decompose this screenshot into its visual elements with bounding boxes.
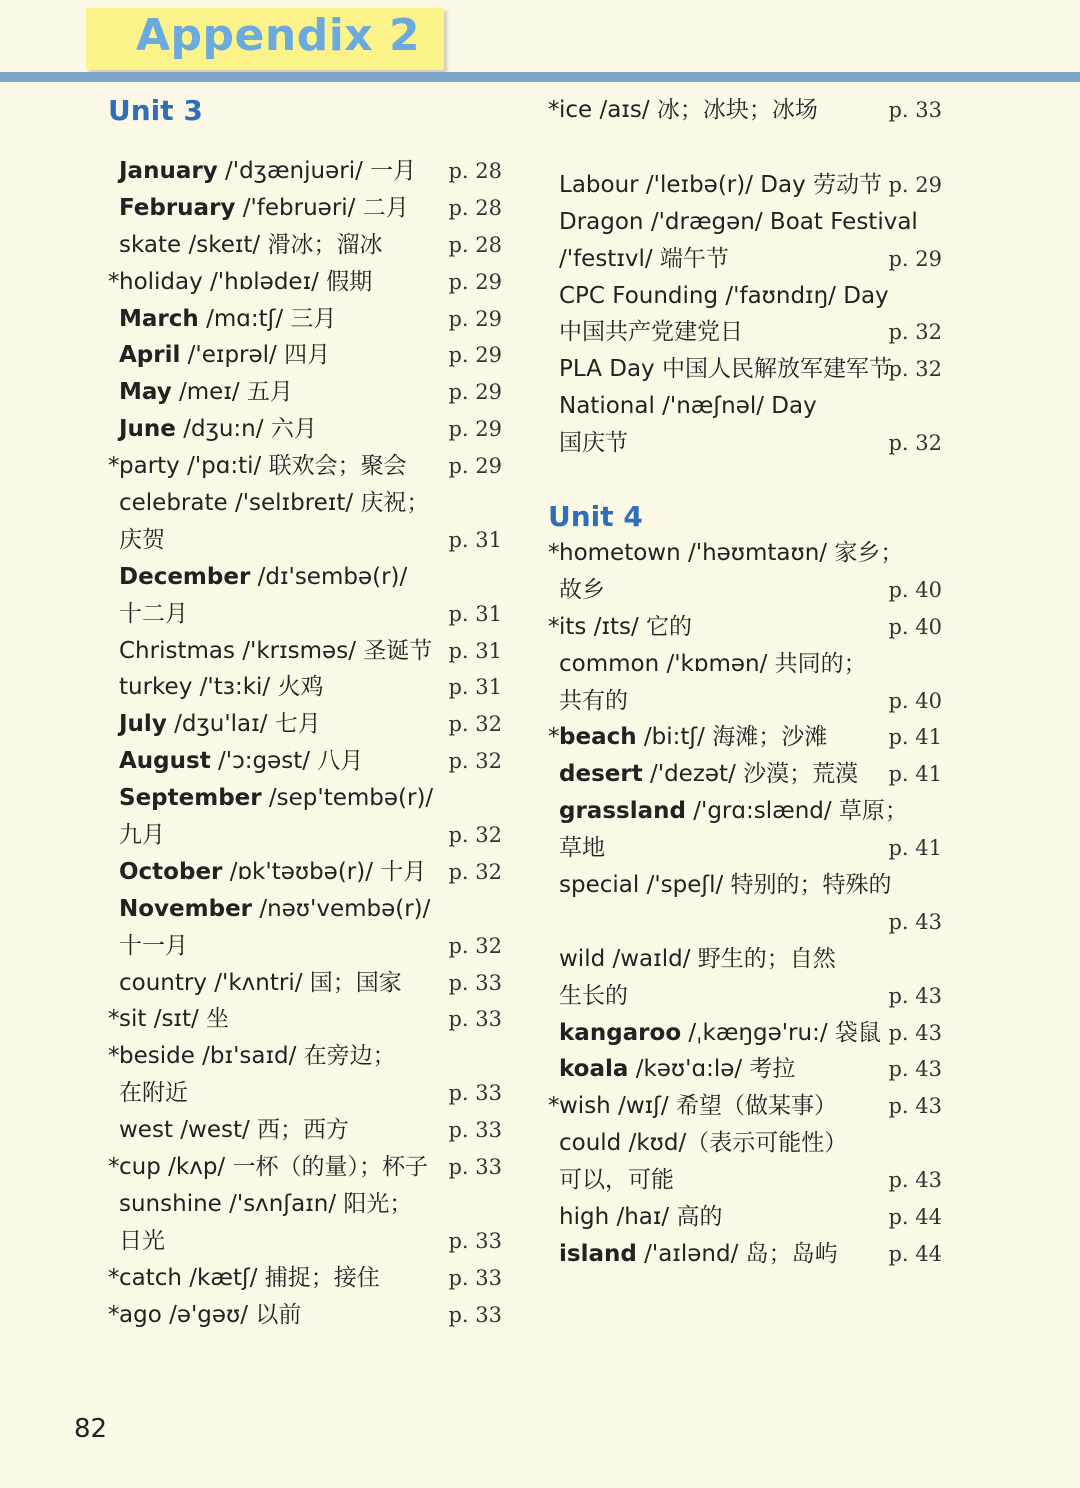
vocab-text: skate /skeɪt/ 滑冰；溜冰 [119,231,383,258]
page-reference: p. 31 [448,638,502,663]
vocab-line [108,374,508,411]
vocab-line [548,1199,948,1236]
vocab-line [548,978,948,1015]
vocab-line [108,633,508,670]
star-marker: * [548,724,560,751]
page-reference: p. 29 [888,172,942,197]
vocab-text: November /nəʊ'vembə(r)/ [119,895,431,922]
vocab-text: hometown /'həʊmtaʊn/ 家乡； [559,540,904,567]
vocab-text: 日光 [119,1227,165,1254]
page-reference: p. 29 [448,269,502,294]
vocab-text: National /'næʃnəl/ Day [559,393,817,420]
vocab-text: June /dʒu:n/ 六月 [119,416,317,443]
vocab-text: February /'februəri/ 二月 [119,194,409,221]
vocab-text: sit /sɪt/ 坐 [119,1006,230,1033]
vocab-text: 中国共产党建党日 [559,319,743,346]
vocab-line [108,1149,508,1186]
star-marker: * [108,453,120,480]
vocab-text: 共有的 [559,687,628,714]
vocab-line [108,448,508,485]
page-reference: p. 33 [448,1155,502,1180]
vocab-line [108,264,508,301]
page-reference: p. 29 [448,417,502,442]
page-reference: p. 40 [888,688,942,713]
vocab-line [548,646,948,683]
vocab-line [548,756,948,793]
vocab-text: ago /ə'gəʊ/ 以前 [119,1301,302,1328]
vocab-line [108,1038,508,1075]
vocab-line [108,743,508,780]
headword: beach [559,724,637,751]
vocab-text: CPC Founding /'faʊndɪŋ/ Day [559,282,889,309]
page-reference: p. 41 [888,836,942,861]
vocab-text: kangaroo /ˌkæŋgə'ru:/ 袋鼠 [559,1019,881,1046]
page-reference: p. 41 [888,762,942,787]
vocab-text: party /'pɑ:ti/ 联欢会；聚会 [119,453,407,480]
vocab-line [548,1088,948,1125]
star-marker: * [548,613,560,640]
page-reference: p. 32 [448,933,502,958]
vocab-text: desert /'dezət/ 沙漠；荒漠 [559,761,859,788]
page-reference: p. 33 [448,1081,502,1106]
vocab-text: country /'kʌntri/ 国；国家 [119,969,402,996]
page-reference: p. 33 [448,1265,502,1290]
headword: May [119,379,172,406]
headword: April [119,342,181,369]
headword: December [119,563,251,590]
headword: September [119,785,262,812]
page-number: 82 [74,1414,108,1444]
page-reference: p. 28 [448,159,502,183]
vocab-line [548,1162,948,1199]
vocab-line [548,904,948,941]
page-reference: p. 31 [448,601,502,626]
page-reference: p. 40 [888,614,942,639]
vocab-line [548,425,948,462]
vocab-line [108,559,508,596]
page-reference: p. 32 [888,357,942,382]
vocab-line [108,669,508,706]
vocab-text: 在附近 [119,1080,188,1107]
right-column [548,92,948,1273]
vocab-text: catch /kætʃ/ 捕捉；接住 [119,1264,380,1291]
unit-4-heading: Unit 4 [548,500,643,534]
vocab-text: September /sep'tembə(r)/ [119,785,434,812]
vocab-line [108,596,508,633]
vocab-text: wild /waɪld/ 野生的；自然 [559,945,836,972]
headword: March [119,305,199,332]
unit-3-heading: Unit 3 [108,94,203,127]
vocab-line [548,167,948,204]
vocab-text: grassland /'grɑ:slænd/ 草原； [559,798,908,825]
vocab-line [548,388,948,425]
vocab-text: April /'eɪprəl/ 四月 [119,342,331,369]
vocab-line [108,965,508,1002]
page-reference: p. 33 [448,1228,502,1253]
vocab-line [548,1236,948,1273]
star-marker: * [108,1043,120,1070]
header-rule [0,72,1080,82]
vocab-line [108,1112,508,1149]
headword: June [119,416,176,443]
vocab-line [548,867,948,904]
vocab-line [548,793,948,830]
vocab-line [108,485,508,522]
page-reference: p. 28 [448,195,502,220]
page-reference: p. 44 [888,1205,942,1230]
vocab-text: celebrate /'selɪbreɪt/ 庆祝； [119,490,430,517]
page-reference: p. 41 [888,725,942,750]
vocab-text: March /mɑ:tʃ/ 三月 [119,305,337,332]
page-reference: p. 33 [448,1007,502,1032]
vocab-line [108,1075,508,1112]
vocab-line [548,351,948,388]
star-marker: * [108,1301,120,1328]
page-reference: p. 33 [448,970,502,995]
appendix-title: Appendix 2 [136,10,421,61]
vocab-line [108,522,508,559]
vocab-line [108,1223,508,1260]
star-marker: * [108,268,120,295]
vocab-text: ice /aɪs/ 冰；冰块；冰场 [559,97,818,123]
vocab-line [548,1125,948,1162]
vocab-text: Christmas /'krɪsməs/ 圣诞节 [119,637,433,664]
page-reference: p. 33 [448,1302,502,1327]
vocab-line [108,411,508,448]
vocab-text: beach /bi:tʃ/ 海滩；沙滩 [559,724,828,751]
page-reference: p. 43 [888,909,942,934]
headword: August [119,748,211,775]
vocab-text: beside /bɪ'saɪd/ 在旁边； [119,1043,396,1070]
vocab-text: koala /kəʊ'ɑ:lə/ 考拉 [559,1056,796,1083]
page-reference: p. 43 [888,1094,942,1119]
vocab-line [108,780,508,817]
vocab-text: 十一月 [119,932,188,959]
page-reference: p. 32 [888,431,942,456]
vocab-text: July /dʒu'laɪ/ 七月 [119,711,321,738]
vocab-line [548,572,948,609]
vocab-line [548,278,948,315]
star-marker: * [108,1264,120,1291]
vocab-text: /'festɪvl/ 端午节 [559,245,729,272]
page-reference: p. 43 [888,1020,942,1045]
vocab-text: west /west/ 西；西方 [119,1117,350,1144]
vocab-text: 草地 [559,835,605,862]
vocab-line [548,314,948,351]
vocab-text: island /'aɪlənd/ 岛；岛屿 [559,1240,838,1267]
vocab-line [548,204,948,241]
headword: grassland [559,798,686,825]
vocab-text: 生长的 [559,982,628,1009]
headword: koala [559,1056,629,1083]
vocab-line [108,337,508,374]
vocab-text: high /haɪ/ 高的 [559,1204,723,1231]
vocab-text: December /dɪ'sembə(r)/ [119,563,408,590]
vocab-line [548,609,948,646]
page-reference: p. 32 [448,859,502,884]
headword: February [119,194,236,221]
page-reference: p. 29 [448,454,502,479]
headword: October [119,858,223,885]
vocab-line [108,1186,508,1223]
vocab-line [108,891,508,928]
vocab-line [108,817,508,854]
vocab-line [548,941,948,978]
vocab-text: sunshine /'sʌnʃaɪn/ 阳光； [119,1190,413,1217]
vocab-text: PLA Day 中国人民解放军建军节 [559,356,892,383]
vocab-line [548,1015,948,1052]
vocab-line [108,190,508,227]
vocab-line [548,719,948,756]
page-reference: p. 31 [448,675,502,700]
page-reference: p. 43 [888,1168,942,1193]
vocab-text: October /ɒk'təʊbə(r)/ 十月 [119,858,427,885]
vocab-text: holiday /'hɒlədeɪ/ 假期 [119,268,373,295]
page-reference: p. 40 [888,577,942,602]
vocab-text: 故乡 [559,576,605,603]
headword: July [119,711,167,738]
page-reference: p. 33 [448,1118,502,1143]
vocab-text: 九月 [119,822,165,849]
vocab-text: cup /kʌp/ 一杯（的量）；杯子 [119,1154,428,1181]
page-reference: p. 29 [448,306,502,331]
vocab-text: August /'ɔ:gəst/ 八月 [119,748,364,775]
vocab-line [108,1260,508,1297]
vocab-text: January /'dʒænjuəri/ 一月 [119,158,417,184]
star-marker: * [108,1006,120,1033]
star-marker: * [548,97,560,123]
vocab-line [548,241,948,278]
vocab-line [108,706,508,743]
page-reference: p. 33 [888,98,942,122]
page-reference: p. 31 [448,527,502,552]
vocab-line [548,830,948,867]
vocab-text: special /'speʃl/ 特别的；特殊的 [559,872,892,899]
vocab-line [108,1297,508,1334]
page-reference: p. 32 [448,749,502,774]
star-marker: * [108,1154,120,1181]
vocab-line [548,1051,948,1088]
vocab-text: its /ɪts/ 它的 [559,613,693,640]
page-reference: p. 43 [888,983,942,1008]
page-reference: p. 28 [448,232,502,257]
headword: kangaroo [559,1019,682,1046]
vocab-text: Labour /'leɪbə(r)/ Day 劳动节 [559,171,883,198]
vocab-line [108,928,508,965]
vocab-line [548,535,948,572]
vocab-text: common /'kɒmən/ 共同的； [559,650,867,677]
vocab-text: 国庆节 [559,430,628,457]
headword: desert [559,761,643,788]
page-reference: p. 32 [448,712,502,737]
vocab-line [548,92,948,129]
page-reference: p. 29 [888,246,942,271]
page-reference: p. 29 [448,380,502,405]
vocab-line [108,301,508,338]
page-reference: p. 29 [448,343,502,368]
vocab-text: wish /wɪʃ/ 希望（做某事） [559,1093,837,1120]
vocab-line [108,153,508,190]
vocab-text: 庆贺 [119,526,165,553]
vocab-line [108,1001,508,1038]
headword: island [559,1240,637,1267]
page-reference: p. 32 [448,823,502,848]
left-column [108,92,508,1334]
vocab-text: 十二月 [119,600,188,627]
vocab-line [108,854,508,891]
star-marker: * [548,540,560,567]
vocab-text: turkey /'tɜ:ki/ 火鸡 [119,674,324,701]
vocab-text: May /meɪ/ 五月 [119,379,293,406]
vocab-line [108,227,508,264]
star-marker: * [548,1093,560,1120]
vocab-line [548,683,948,720]
vocab-text: 可以，可能 [559,1167,674,1194]
page-reference: p. 43 [888,1057,942,1082]
headword: January [119,158,218,184]
vocab-text: could /kʊd/（表示可能性） [559,1130,848,1157]
headword: November [119,895,253,922]
page-reference: p. 32 [888,320,942,345]
vocab-text: Dragon /'drægən/ Boat Festival [559,208,918,235]
page-reference: p. 44 [888,1241,942,1266]
